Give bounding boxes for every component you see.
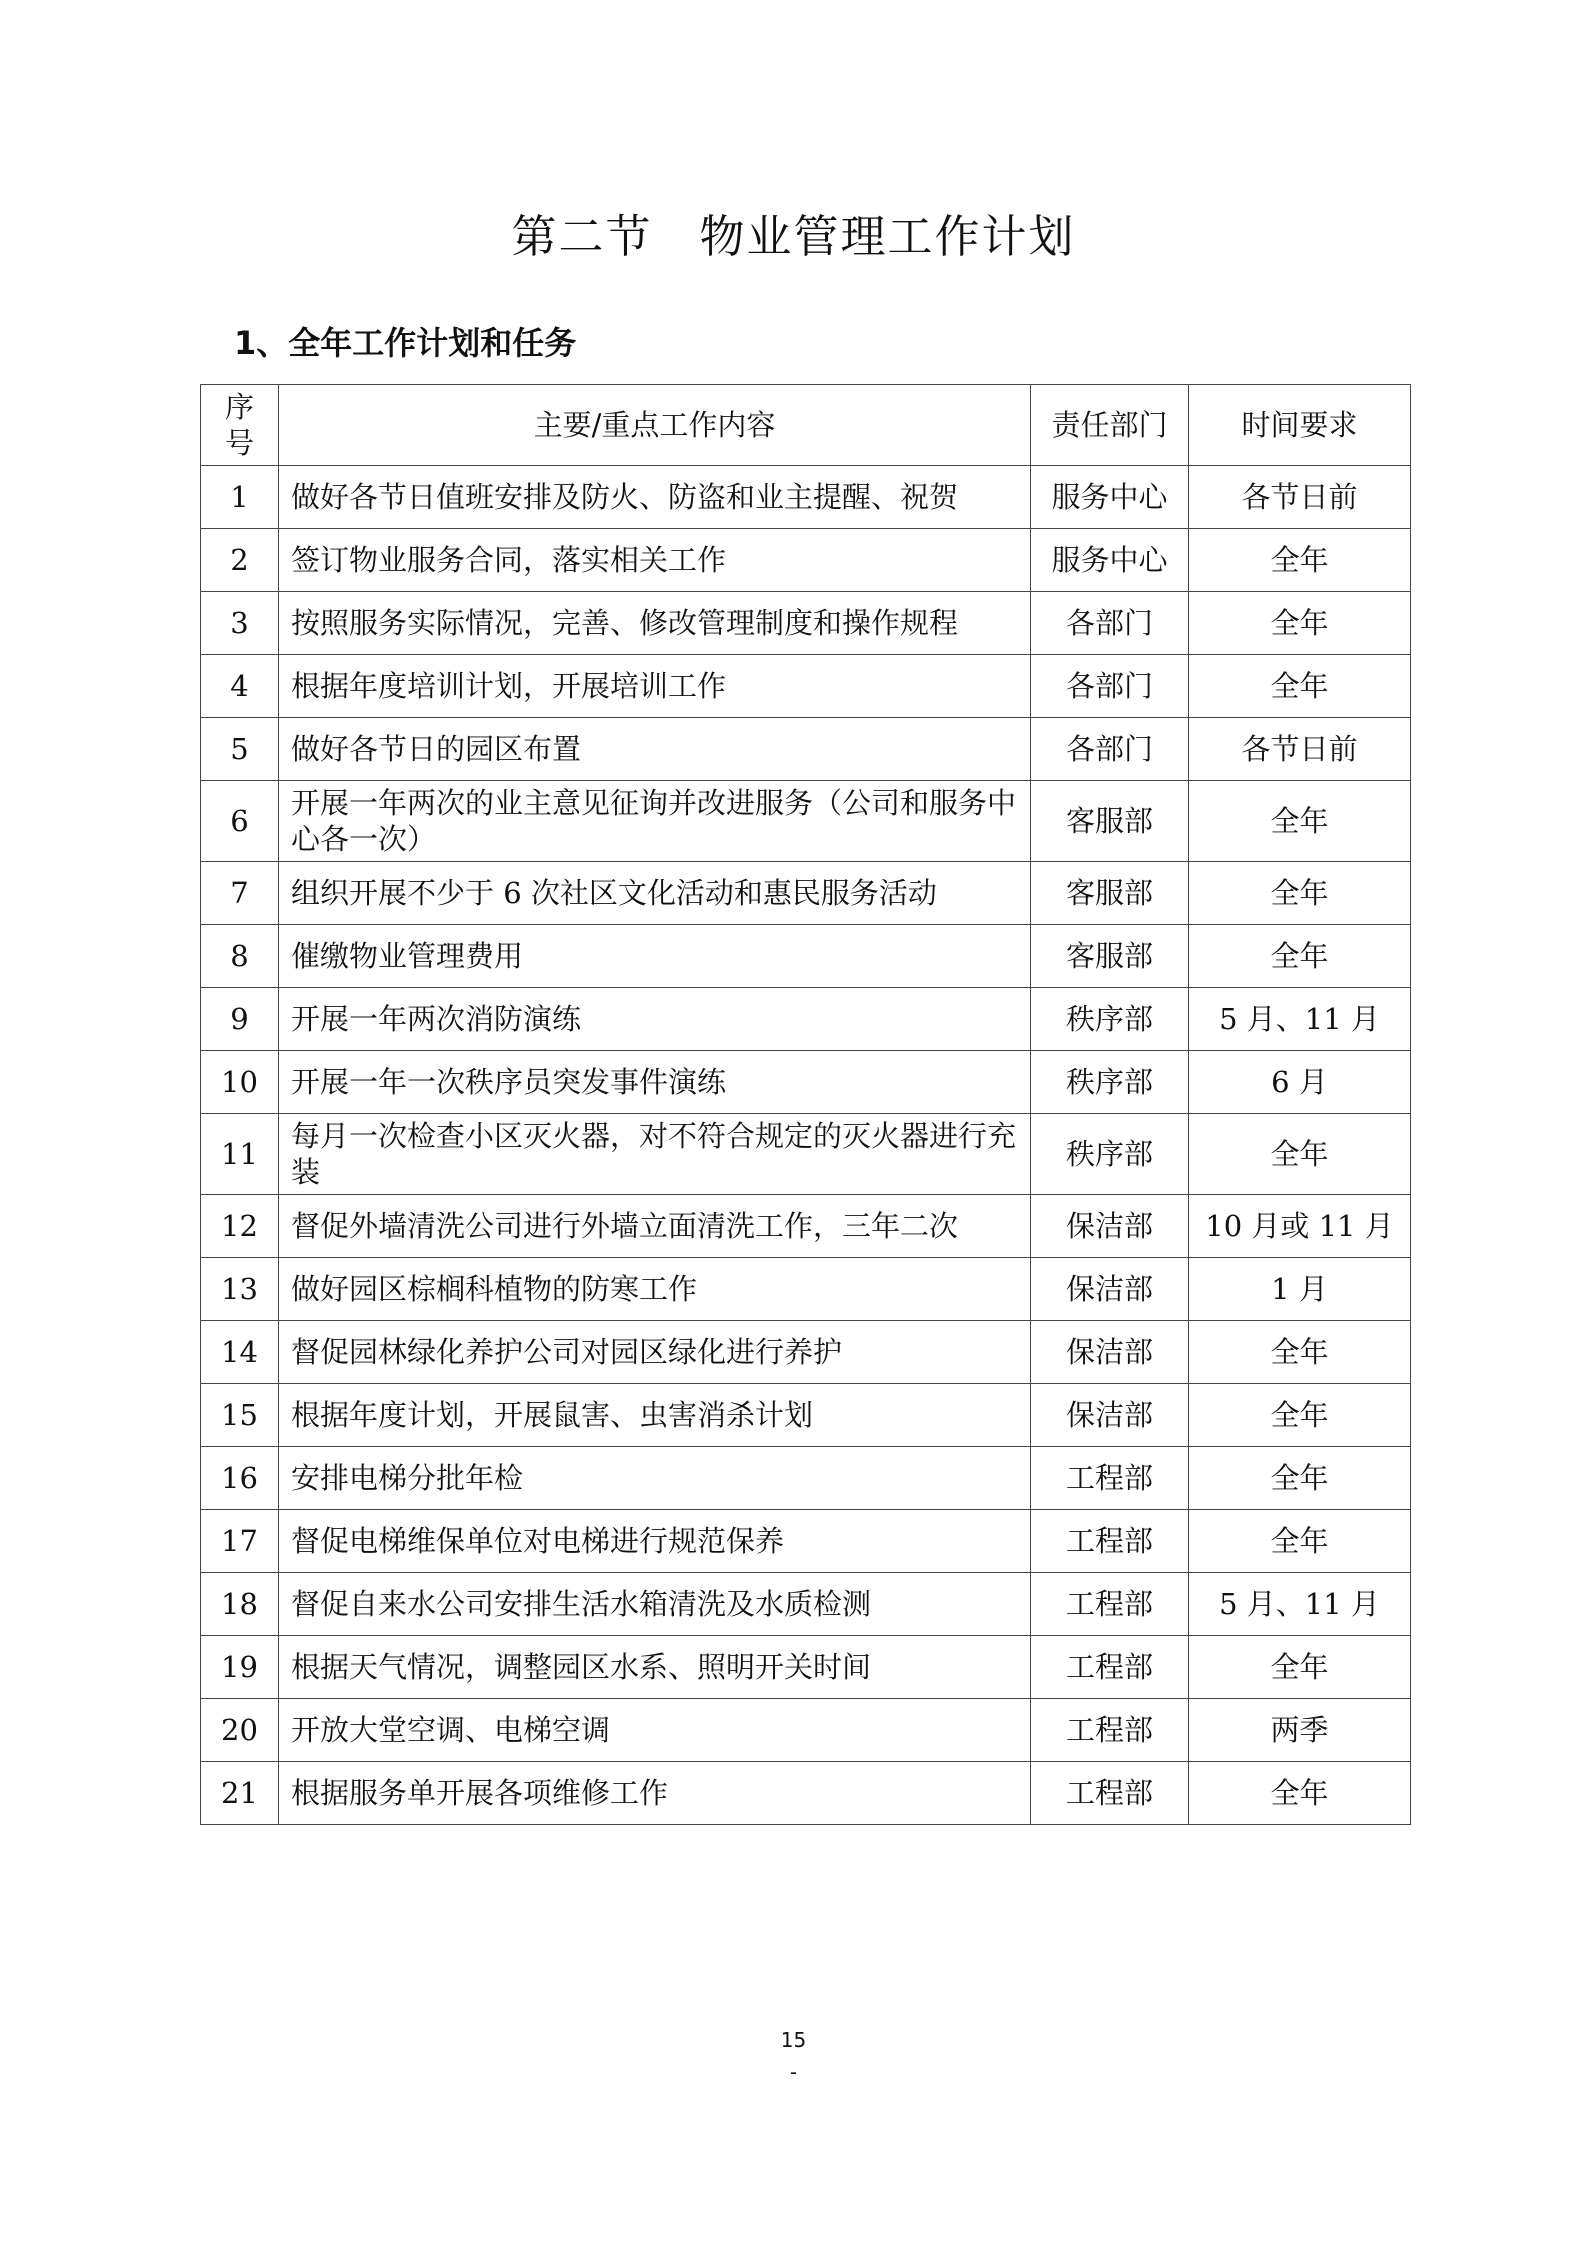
table-row bbox=[201, 1573, 1411, 1636]
section-heading: 1、全年工作计划和任务 bbox=[234, 324, 577, 362]
table-row bbox=[201, 718, 1411, 781]
cell-task: 做好各节日值班安排及防火、防盗和业主提醒、祝贺 bbox=[279, 466, 1031, 529]
cell-dept: 工程部 bbox=[1031, 1762, 1189, 1825]
cell-no: 8 bbox=[201, 925, 279, 988]
header-time: 时间要求 bbox=[1189, 385, 1411, 466]
table-row bbox=[201, 862, 1411, 925]
cell-dept: 各部门 bbox=[1031, 655, 1189, 718]
table-header-row bbox=[201, 385, 1411, 466]
cell-time: 全年 bbox=[1189, 1114, 1411, 1195]
cell-no: 13 bbox=[201, 1258, 279, 1321]
table-row bbox=[201, 1762, 1411, 1825]
table-row bbox=[201, 781, 1411, 862]
cell-time: 全年 bbox=[1189, 592, 1411, 655]
cell-time: 各节日前 bbox=[1189, 466, 1411, 529]
cell-no: 11 bbox=[201, 1114, 279, 1195]
cell-no: 5 bbox=[201, 718, 279, 781]
cell-time: 全年 bbox=[1189, 655, 1411, 718]
cell-time: 1 月 bbox=[1189, 1258, 1411, 1321]
table-row bbox=[201, 1510, 1411, 1573]
table-row bbox=[201, 1258, 1411, 1321]
table-row bbox=[201, 1195, 1411, 1258]
table-row bbox=[201, 592, 1411, 655]
cell-dept: 客服部 bbox=[1031, 862, 1189, 925]
cell-dept: 秩序部 bbox=[1031, 1051, 1189, 1114]
cell-time: 全年 bbox=[1189, 862, 1411, 925]
table-row bbox=[201, 988, 1411, 1051]
table-row bbox=[201, 529, 1411, 592]
cell-time: 各节日前 bbox=[1189, 718, 1411, 781]
cell-task: 安排电梯分批年检 bbox=[279, 1447, 1031, 1510]
cell-task: 做好各节日的园区布置 bbox=[279, 718, 1031, 781]
table-row bbox=[201, 466, 1411, 529]
page-footer-dash: - bbox=[789, 2060, 798, 2084]
cell-dept: 保洁部 bbox=[1031, 1321, 1189, 1384]
cell-no: 10 bbox=[201, 1051, 279, 1114]
cell-task: 催缴物业管理费用 bbox=[279, 925, 1031, 988]
cell-no: 2 bbox=[201, 529, 279, 592]
cell-time: 全年 bbox=[1189, 1510, 1411, 1573]
cell-time: 全年 bbox=[1189, 925, 1411, 988]
cell-dept: 各部门 bbox=[1031, 718, 1189, 781]
cell-dept: 服务中心 bbox=[1031, 529, 1189, 592]
cell-no: 7 bbox=[201, 862, 279, 925]
cell-no: 14 bbox=[201, 1321, 279, 1384]
work-plan-table bbox=[200, 384, 1411, 1825]
cell-time: 6 月 bbox=[1189, 1051, 1411, 1114]
cell-dept: 工程部 bbox=[1031, 1447, 1189, 1510]
cell-no: 18 bbox=[201, 1573, 279, 1636]
header-no: 序号 bbox=[201, 385, 279, 466]
cell-time: 全年 bbox=[1189, 1762, 1411, 1825]
cell-no: 20 bbox=[201, 1699, 279, 1762]
page-number: 15 bbox=[780, 2028, 807, 2052]
cell-task: 组织开展不少于 6 次社区文化活动和惠民服务活动 bbox=[279, 862, 1031, 925]
cell-time: 5 月、11 月 bbox=[1189, 988, 1411, 1051]
table-row bbox=[201, 655, 1411, 718]
cell-no: 3 bbox=[201, 592, 279, 655]
cell-time: 全年 bbox=[1189, 1384, 1411, 1447]
cell-task: 开展一年两次的业主意见征询并改进服务（公司和服务中心各一次） bbox=[279, 781, 1031, 862]
cell-dept: 保洁部 bbox=[1031, 1384, 1189, 1447]
cell-time: 全年 bbox=[1189, 781, 1411, 862]
cell-dept: 工程部 bbox=[1031, 1510, 1189, 1573]
cell-dept: 客服部 bbox=[1031, 781, 1189, 862]
cell-dept: 保洁部 bbox=[1031, 1195, 1189, 1258]
cell-no: 4 bbox=[201, 655, 279, 718]
cell-no: 17 bbox=[201, 1510, 279, 1573]
cell-task: 做好园区棕榈科植物的防寒工作 bbox=[279, 1258, 1031, 1321]
cell-no: 6 bbox=[201, 781, 279, 862]
cell-dept: 秩序部 bbox=[1031, 1114, 1189, 1195]
cell-task: 督促自来水公司安排生活水箱清洗及水质检测 bbox=[279, 1573, 1031, 1636]
cell-dept: 服务中心 bbox=[1031, 466, 1189, 529]
cell-task: 根据天气情况，调整园区水系、照明开关时间 bbox=[279, 1636, 1031, 1699]
cell-no: 12 bbox=[201, 1195, 279, 1258]
cell-time: 全年 bbox=[1189, 1447, 1411, 1510]
cell-dept: 秩序部 bbox=[1031, 988, 1189, 1051]
cell-no: 9 bbox=[201, 988, 279, 1051]
cell-time: 10 月或 11 月 bbox=[1189, 1195, 1411, 1258]
cell-no: 15 bbox=[201, 1384, 279, 1447]
cell-time: 全年 bbox=[1189, 529, 1411, 592]
cell-task: 根据服务单开展各项维修工作 bbox=[279, 1762, 1031, 1825]
header-dept: 责任部门 bbox=[1031, 385, 1189, 466]
cell-task: 每月一次检查小区灭火器，对不符合规定的灭火器进行充装 bbox=[279, 1114, 1031, 1195]
cell-task: 按照服务实际情况，完善、修改管理制度和操作规程 bbox=[279, 592, 1031, 655]
table-row bbox=[201, 1321, 1411, 1384]
table-body bbox=[201, 466, 1411, 1825]
cell-task: 开放大堂空调、电梯空调 bbox=[279, 1699, 1031, 1762]
table-row bbox=[201, 1636, 1411, 1699]
cell-dept: 工程部 bbox=[1031, 1699, 1189, 1762]
table-row bbox=[201, 1384, 1411, 1447]
table-row bbox=[201, 925, 1411, 988]
cell-time: 5 月、11 月 bbox=[1189, 1573, 1411, 1636]
cell-task: 开展一年一次秩序员突发事件演练 bbox=[279, 1051, 1031, 1114]
cell-task: 根据年度计划，开展鼠害、虫害消杀计划 bbox=[279, 1384, 1031, 1447]
cell-task: 督促外墙清洗公司进行外墙立面清洗工作，三年二次 bbox=[279, 1195, 1031, 1258]
cell-dept: 工程部 bbox=[1031, 1573, 1189, 1636]
cell-task: 根据年度培训计划，开展培训工作 bbox=[279, 655, 1031, 718]
table-row bbox=[201, 1447, 1411, 1510]
table-row bbox=[201, 1051, 1411, 1114]
cell-dept: 各部门 bbox=[1031, 592, 1189, 655]
cell-task: 签订物业服务合同，落实相关工作 bbox=[279, 529, 1031, 592]
cell-time: 全年 bbox=[1189, 1636, 1411, 1699]
cell-task: 督促园林绿化养护公司对园区绿化进行养护 bbox=[279, 1321, 1031, 1384]
cell-dept: 保洁部 bbox=[1031, 1258, 1189, 1321]
cell-task: 开展一年两次消防演练 bbox=[279, 988, 1031, 1051]
cell-no: 16 bbox=[201, 1447, 279, 1510]
header-task: 主要/重点工作内容 bbox=[279, 385, 1031, 466]
cell-time: 两季 bbox=[1189, 1699, 1411, 1762]
table-row bbox=[201, 1699, 1411, 1762]
cell-no: 21 bbox=[201, 1762, 279, 1825]
cell-dept: 客服部 bbox=[1031, 925, 1189, 988]
table-row bbox=[201, 1114, 1411, 1195]
page-title: 第二节 物业管理工作计划 bbox=[511, 210, 1076, 263]
cell-task: 督促电梯维保单位对电梯进行规范保养 bbox=[279, 1510, 1031, 1573]
cell-time: 全年 bbox=[1189, 1321, 1411, 1384]
cell-dept: 工程部 bbox=[1031, 1636, 1189, 1699]
cell-no: 19 bbox=[201, 1636, 279, 1699]
cell-no: 1 bbox=[201, 466, 279, 529]
